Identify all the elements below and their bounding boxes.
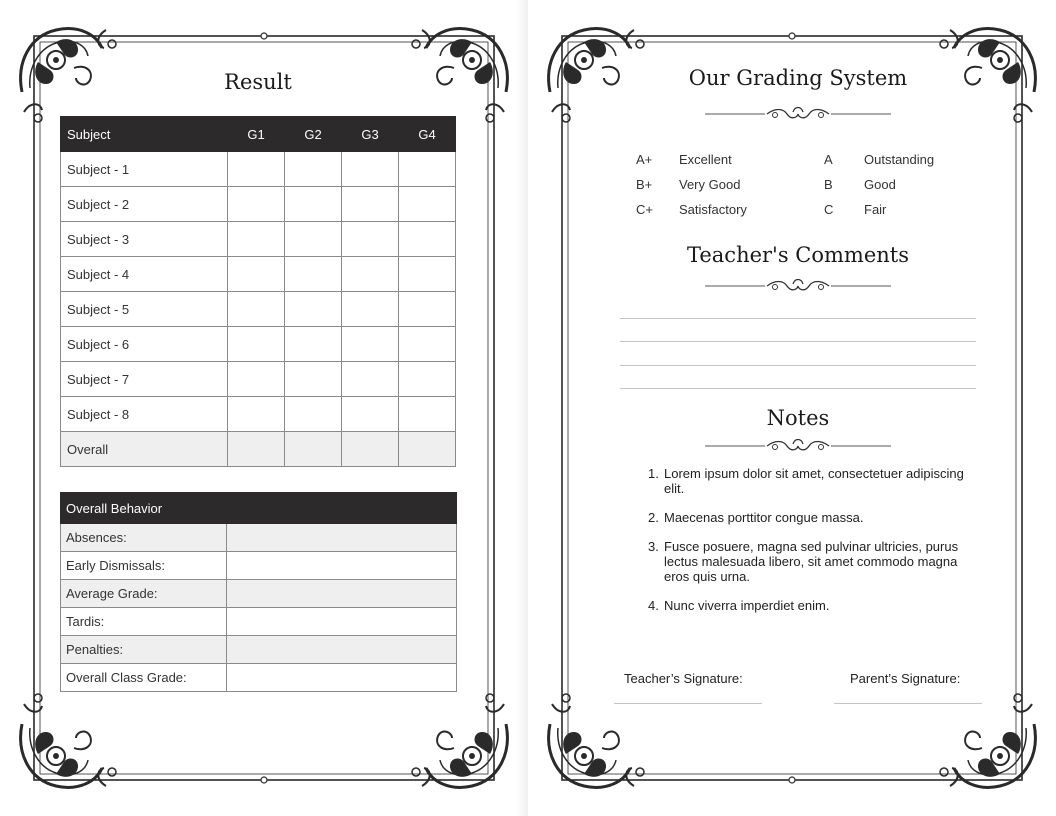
grade-cell[interactable]	[228, 152, 285, 187]
comment-line[interactable]	[620, 318, 976, 319]
grade-meaning: Very Good	[679, 177, 741, 192]
grade-code: B	[824, 177, 833, 192]
grade-cell[interactable]	[228, 187, 285, 222]
grade-cell[interactable]	[228, 292, 285, 327]
corner-flourish-icon	[549, 29, 644, 122]
corner-flourish-icon	[21, 29, 116, 122]
parent-signature-line[interactable]	[834, 703, 982, 704]
behavior-value-cell[interactable]	[227, 580, 457, 608]
note-text: Fusce posuere, magna sed pulvinar ultricies, purus lectus malesuada libero, sit amet commodo magna eros quis urna.	[664, 539, 959, 584]
result-header-row	[61, 117, 456, 152]
grade-cell[interactable]	[342, 327, 399, 362]
grade-cell[interactable]	[399, 152, 456, 187]
grade-meaning: Fair	[864, 202, 887, 217]
subject-name: Subject - 8	[61, 397, 228, 432]
grade-cell[interactable]	[285, 187, 342, 222]
divider-ornament-icon	[705, 438, 891, 452]
divider-ornament-icon	[705, 278, 891, 292]
note-number: 2.	[648, 510, 659, 525]
grade-meaning: Outstanding	[864, 152, 935, 167]
behavior-header: Overall Behavior	[61, 493, 457, 524]
grade-cell[interactable]	[399, 397, 456, 432]
comment-line[interactable]	[620, 388, 976, 389]
grade-cell[interactable]	[399, 187, 456, 222]
subject-name: Subject - 5	[61, 292, 228, 327]
table-row	[61, 187, 456, 222]
grade-cell[interactable]	[399, 292, 456, 327]
table-row	[61, 397, 456, 432]
grade-cell[interactable]	[342, 222, 399, 257]
grade-cell[interactable]	[228, 222, 285, 257]
table-row	[61, 292, 456, 327]
behavior-label: Tardis:	[61, 608, 227, 636]
behavior-header-row	[61, 493, 457, 524]
table-row	[61, 327, 456, 362]
corner-flourish-icon	[549, 694, 644, 787]
comment-line[interactable]	[620, 341, 976, 342]
grade-cell[interactable]	[285, 292, 342, 327]
note-number: 1.	[648, 466, 659, 481]
grade-code: A	[824, 152, 833, 167]
grade-cell[interactable]	[342, 432, 399, 467]
grade-cell[interactable]	[285, 222, 342, 257]
table-row	[61, 524, 457, 552]
table-row	[61, 664, 457, 692]
grade-meaning: Good	[864, 177, 896, 192]
grade-code: B+	[636, 177, 653, 192]
grade-cell[interactable]	[228, 397, 285, 432]
list-item	[648, 598, 968, 613]
behavior-label: Absences:	[61, 524, 227, 552]
list-item	[648, 466, 968, 496]
grade-code: A+	[636, 152, 653, 167]
corner-flourish-icon	[412, 29, 507, 122]
behavior-label: Penalties:	[61, 636, 227, 664]
grade-code: C	[824, 202, 834, 217]
note-text: Nunc viverra imperdiet enim.	[664, 598, 830, 613]
grade-cell[interactable]	[228, 257, 285, 292]
table-row	[61, 608, 457, 636]
corner-flourish-icon	[21, 694, 116, 787]
behavior-label: Overall Class Grade:	[61, 664, 227, 692]
grade-cell[interactable]	[399, 222, 456, 257]
corner-flourish-icon	[940, 694, 1035, 787]
result-table	[60, 116, 456, 467]
parent-signature-label: Parent’s Signature:	[850, 671, 961, 686]
subject-name: Subject - 3	[61, 222, 228, 257]
behavior-value-cell[interactable]	[227, 608, 457, 636]
right-page	[528, 0, 1056, 816]
notes-title: Notes	[766, 406, 830, 430]
grade-cell[interactable]	[342, 257, 399, 292]
grade-meaning: Excellent	[679, 152, 732, 167]
grade-cell[interactable]	[285, 327, 342, 362]
grade-cell[interactable]	[285, 257, 342, 292]
table-row	[61, 552, 457, 580]
overall-label: Overall	[61, 432, 228, 467]
behavior-value-cell[interactable]	[227, 552, 457, 580]
list-item	[648, 510, 968, 525]
note-text: Lorem ipsum dolor sit amet, consectetuer adipiscing elit.	[664, 466, 964, 496]
behavior-value-cell[interactable]	[227, 664, 457, 692]
notes-list	[648, 466, 968, 627]
grade-cell[interactable]	[342, 152, 399, 187]
subject-name: Subject - 1	[61, 152, 228, 187]
grade-cell[interactable]	[342, 362, 399, 397]
grade-cell[interactable]	[399, 327, 456, 362]
header-g1: G1	[228, 117, 285, 152]
grade-cell[interactable]	[399, 432, 456, 467]
header-g4: G4	[399, 117, 456, 152]
note-text: Maecenas porttitor congue massa.	[664, 510, 864, 525]
corner-flourish-icon	[412, 694, 507, 787]
note-number: 4.	[648, 598, 659, 613]
subject-name: Subject - 6	[61, 327, 228, 362]
grade-cell[interactable]	[285, 362, 342, 397]
grade-cell[interactable]	[342, 397, 399, 432]
grade-code: C+	[636, 202, 653, 217]
table-row	[61, 580, 457, 608]
subject-name: Subject - 7	[61, 362, 228, 397]
grading-title: Our Grading System	[688, 66, 908, 90]
grade-cell[interactable]	[285, 152, 342, 187]
subject-name: Subject - 4	[61, 257, 228, 292]
grade-cell[interactable]	[342, 292, 399, 327]
behavior-label: Early Dismissals:	[61, 552, 227, 580]
table-row	[61, 152, 456, 187]
header-g3: G3	[342, 117, 399, 152]
grade-cell[interactable]	[228, 327, 285, 362]
grade-cell[interactable]	[228, 432, 285, 467]
grade-meaning: Satisfactory	[679, 202, 747, 217]
behavior-label: Average Grade:	[61, 580, 227, 608]
corner-flourish-icon	[940, 29, 1035, 122]
grade-cell[interactable]	[399, 362, 456, 397]
teacher-signature-label: Teacher’s Signature:	[624, 671, 743, 686]
teacher-signature-line[interactable]	[614, 703, 762, 704]
behavior-value-cell[interactable]	[227, 524, 457, 552]
grade-cell[interactable]	[285, 397, 342, 432]
comments-title: Teacher's Comments	[686, 243, 909, 267]
header-g2: G2	[285, 117, 342, 152]
divider-ornament-icon	[705, 106, 891, 120]
table-row	[61, 222, 456, 257]
grade-cell[interactable]	[285, 432, 342, 467]
grade-cell[interactable]	[342, 187, 399, 222]
header-subject: Subject	[61, 117, 228, 152]
table-row	[61, 636, 457, 664]
behavior-value-cell[interactable]	[227, 636, 457, 664]
grade-cell[interactable]	[399, 257, 456, 292]
subject-name: Subject - 2	[61, 187, 228, 222]
behavior-table	[60, 492, 457, 692]
page-title: Result	[224, 70, 292, 94]
grade-cell[interactable]	[228, 362, 285, 397]
comment-line[interactable]	[620, 365, 976, 366]
note-number: 3.	[648, 539, 659, 554]
table-row	[61, 362, 456, 397]
table-row	[61, 257, 456, 292]
overall-row	[61, 432, 456, 467]
list-item	[648, 539, 968, 584]
